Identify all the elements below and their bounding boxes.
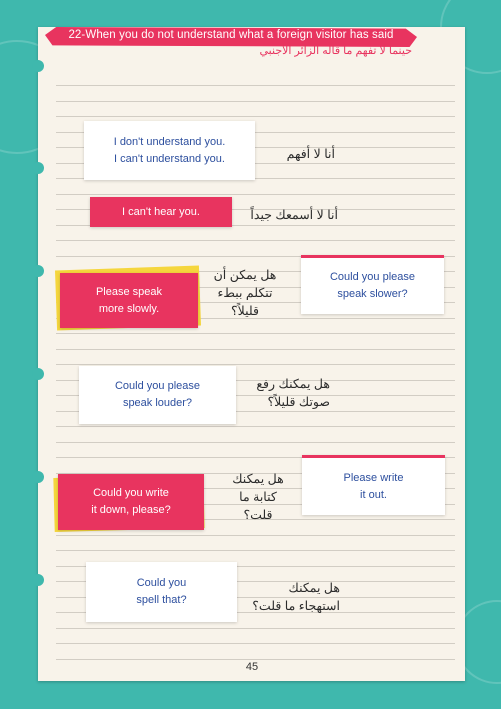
arabic-line: هل يمكن أن: [213, 268, 277, 282]
phrase-line: it down, please?: [91, 504, 171, 516]
arabic-translation: [238, 375, 330, 411]
ruled-line: [56, 333, 455, 334]
ruled-line: [56, 85, 455, 86]
ruled-line: [56, 116, 455, 117]
arabic-translation: [250, 145, 335, 163]
binder-hole: [32, 368, 44, 380]
ruled-line: [56, 349, 455, 350]
arabic-line: كتابة ما: [239, 490, 277, 504]
phrase-line: speak slower?: [337, 288, 408, 300]
arabic-line: تتكلم ببطء: [217, 286, 273, 300]
ruled-line: [56, 643, 455, 644]
arabic-translation: [202, 266, 288, 320]
ruled-line: [56, 628, 455, 629]
ruled-line: [56, 194, 455, 195]
phrase-card: [60, 273, 198, 328]
ruled-line: [56, 535, 455, 536]
phrase-line: Could you write: [93, 487, 169, 499]
section-title: 22-When you do not understand what a foreign visitor has said: [68, 29, 394, 41]
phrase-line: Please speak: [95, 285, 163, 298]
phrase-card: [79, 366, 236, 424]
binder-hole: [32, 60, 44, 72]
arabic-translation: [240, 579, 340, 615]
arabic-line: هل يمكنك: [288, 581, 340, 595]
ruled-line: [56, 426, 455, 427]
page-number: 45: [245, 661, 259, 673]
arabic-line: هل يمكنك رفع: [256, 377, 330, 391]
alternative-phrase-card: [302, 455, 445, 515]
arabic-line: أنا لا أسمعك جيداً: [250, 208, 338, 222]
arabic-line: هل يمكنك: [232, 472, 284, 486]
phrase-line: I can't understand you.: [114, 152, 225, 165]
binder-hole: [32, 265, 44, 277]
phrase-line: Could you please: [114, 380, 200, 392]
phrase-line: Please write: [343, 471, 404, 484]
phrase-line: Could you: [136, 577, 187, 589]
phrase-line: I don't understand you.: [113, 135, 226, 148]
phrase-card: [84, 121, 255, 180]
section-title-arabic: حينما لا تفهم ما قاله الزائر الأجنبي: [259, 45, 412, 57]
ruled-line: [56, 659, 455, 660]
ruled-line: [56, 364, 455, 365]
arabic-line: استهجاء ما قلت؟: [252, 599, 340, 613]
arabic-translation: [230, 206, 338, 224]
arabic-line: أنا لا أفهم: [286, 147, 335, 161]
phrase-line: Could you please: [329, 271, 415, 283]
binder-hole: [32, 162, 44, 174]
arabic-line: قليلاً؟: [231, 304, 259, 318]
alternative-phrase-card: [301, 255, 444, 314]
phrase-line: speak louder?: [122, 397, 193, 409]
phrase-line: spell that?: [136, 594, 187, 606]
phrase-card: [58, 474, 204, 530]
ruled-line: [56, 442, 455, 443]
phrase-line: more slowly.: [98, 302, 160, 315]
phrase-card: [90, 197, 232, 227]
ruled-line: [56, 550, 455, 551]
arabic-translation: [215, 470, 301, 524]
phrase-line: I can't hear you.: [122, 205, 200, 218]
phrase-card: [86, 562, 237, 622]
arabic-line: قلت؟: [243, 508, 273, 522]
phrase-line: it out.: [360, 488, 387, 501]
ruled-line: [56, 240, 455, 241]
binder-hole: [32, 471, 44, 483]
ruled-line: [56, 101, 455, 102]
arabic-line: صوتك قليلاً؟: [267, 395, 330, 409]
binder-hole: [32, 574, 44, 586]
